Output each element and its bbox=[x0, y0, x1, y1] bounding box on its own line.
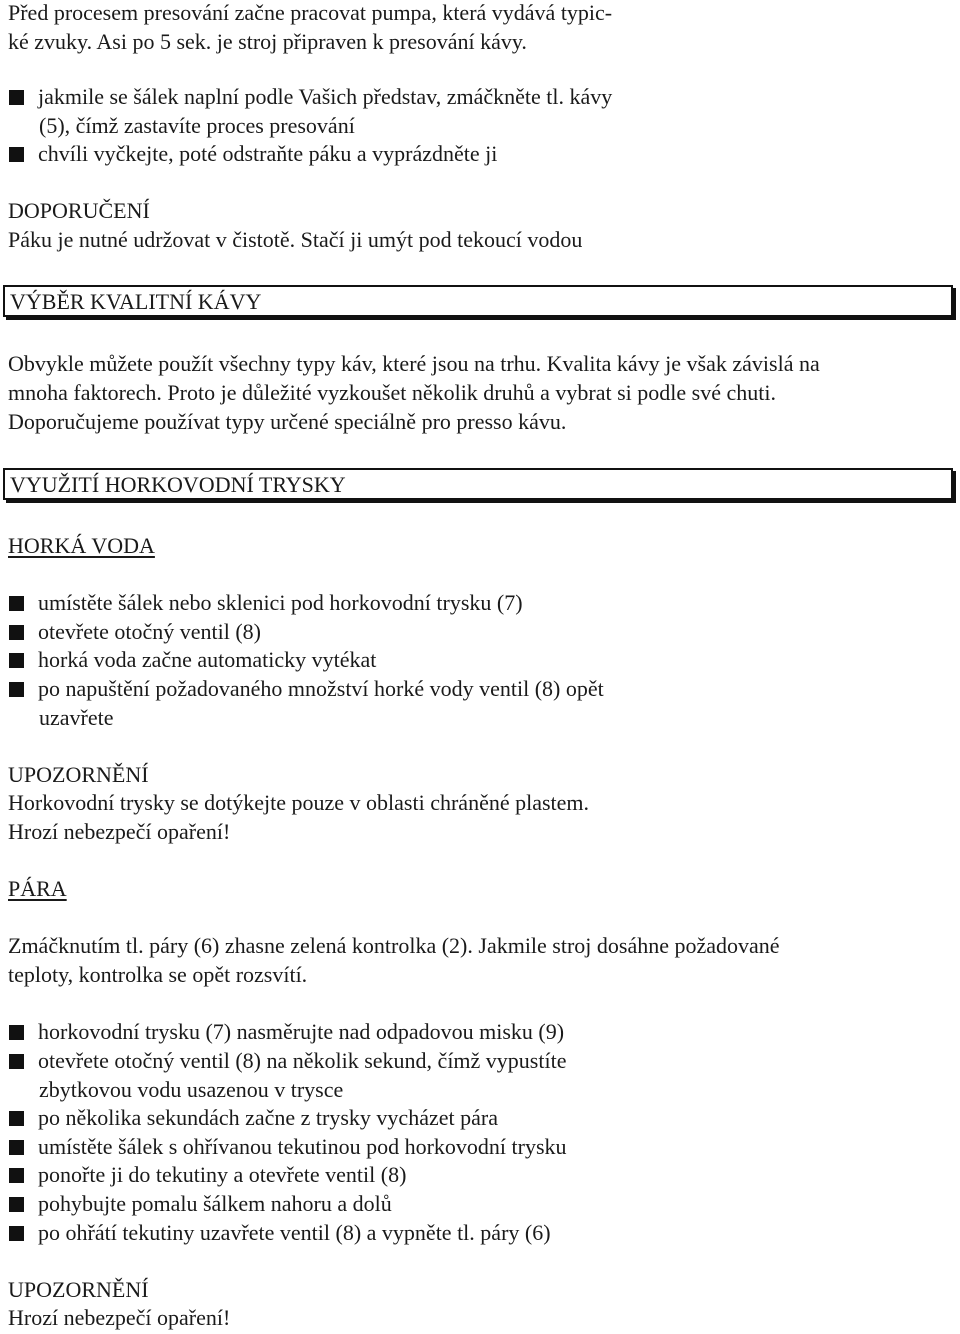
bullet-square-icon bbox=[9, 653, 24, 668]
list-item: umístěte šálek nebo sklenici pod horkovodní trysku (7) bbox=[9, 589, 523, 617]
warning-heading: UPOZORNĚNÍ bbox=[8, 762, 149, 787]
bullet-square-icon bbox=[9, 147, 24, 162]
bullet-square-icon bbox=[9, 1168, 24, 1183]
paragraph-line: Zmáčknutím tl. páry (6) zhasne zelená kontrolka (2). Jakmile stroj dosáhne požadované bbox=[8, 933, 780, 958]
paragraph-line: Doporučujeme používat typy určené speciálně pro presso kávu. bbox=[8, 409, 567, 434]
list-item: po ohřátí tekutiny uzavřete ventil (8) a vypněte tl. páry (6) bbox=[9, 1219, 551, 1247]
bullet-square-icon bbox=[9, 1226, 24, 1241]
list-item: chvíli vyčkejte, poté odstraňte páku a vyprázdněte ji bbox=[9, 140, 497, 168]
list-item: jakmile se šálek naplní podle Vašich představ, zmáčkněte tl. kávy bbox=[9, 83, 612, 111]
warning-text: Hrozí nebezpečí opaření! bbox=[8, 819, 231, 844]
list-item: pohybujte pomalu šálkem nahoru a dolů bbox=[9, 1190, 392, 1218]
bullet-square-icon bbox=[9, 682, 24, 697]
section-title: VÝBĚR KVALITNÍ KÁVY bbox=[10, 289, 262, 314]
list-item: ponořte ji do tekutiny a otevřete ventil (8) bbox=[9, 1161, 406, 1189]
list-item: po několika sekundách začne z trysky vycházet pára bbox=[9, 1104, 498, 1132]
list-item-continuation: (5), čímž zastavíte proces presování bbox=[39, 113, 355, 138]
subheading-steam: PÁRA bbox=[8, 876, 67, 901]
section-title-box bbox=[3, 285, 953, 317]
bullet-square-icon bbox=[9, 1197, 24, 1212]
section-title: VYUŽITÍ HORKOVODNÍ TRYSKY bbox=[10, 472, 346, 497]
list-item: otevřete otočný ventil (8) bbox=[9, 618, 261, 646]
recommendation-text: Páku je nutné udržovat v čistotě. Stačí ji umýt pod tekoucí vodou bbox=[8, 227, 583, 252]
warning-heading: UPOZORNĚNÍ bbox=[8, 1277, 149, 1302]
recommendation-heading: DOPORUČENÍ bbox=[8, 198, 150, 223]
list-item: horká voda začne automaticky vytékat bbox=[9, 646, 376, 674]
bullet-square-icon bbox=[9, 1140, 24, 1155]
bullet-square-icon bbox=[9, 596, 24, 611]
paragraph-line: mnoha faktorech. Proto je důležité vyzkoušet několik druhů a vybrat si podle své chuti. bbox=[8, 380, 776, 405]
list-item: horkovodní trysku (7) nasměrujte nad odpadovou misku (9) bbox=[9, 1018, 564, 1046]
intro-line-2: ké zvuky. Asi po 5 sek. je stroj připraven k presování kávy. bbox=[8, 29, 527, 54]
warning-text: Hrozí nebezpečí opaření! bbox=[8, 1305, 231, 1330]
intro-line-1: Před procesem presování začne pracovat pumpa, která vydává typic- bbox=[8, 0, 613, 25]
bullet-square-icon bbox=[9, 90, 24, 105]
list-item: umístěte šálek s ohřívanou tekutinou pod horkovodní trysku bbox=[9, 1133, 567, 1161]
paragraph-line: teploty, kontrolka se opět rozsvítí. bbox=[8, 962, 308, 987]
bullet-square-icon bbox=[9, 1054, 24, 1069]
subheading-hot-water: HORKÁ VODA bbox=[8, 533, 155, 558]
paragraph-line: Obvykle můžete použít všechny typy káv, které jsou na trhu. Kvalita kávy je však závislá na bbox=[8, 351, 820, 376]
warning-text: Horkovodní trysky se dotýkejte pouze v oblasti chráněné plastem. bbox=[8, 790, 590, 815]
bullet-square-icon bbox=[9, 625, 24, 640]
bullet-square-icon bbox=[9, 1025, 24, 1040]
list-item-continuation: zbytkovou vodu usazenou v trysce bbox=[39, 1077, 344, 1102]
bullet-square-icon bbox=[9, 1111, 24, 1126]
list-item: po napuštění požadovaného množství horké vody ventil (8) opět bbox=[9, 675, 604, 703]
list-item-continuation: uzavřete bbox=[39, 705, 114, 730]
section-title-box bbox=[3, 468, 953, 500]
list-item: otevřete otočný ventil (8) na několik sekund, čímž vypustíte bbox=[9, 1047, 566, 1075]
